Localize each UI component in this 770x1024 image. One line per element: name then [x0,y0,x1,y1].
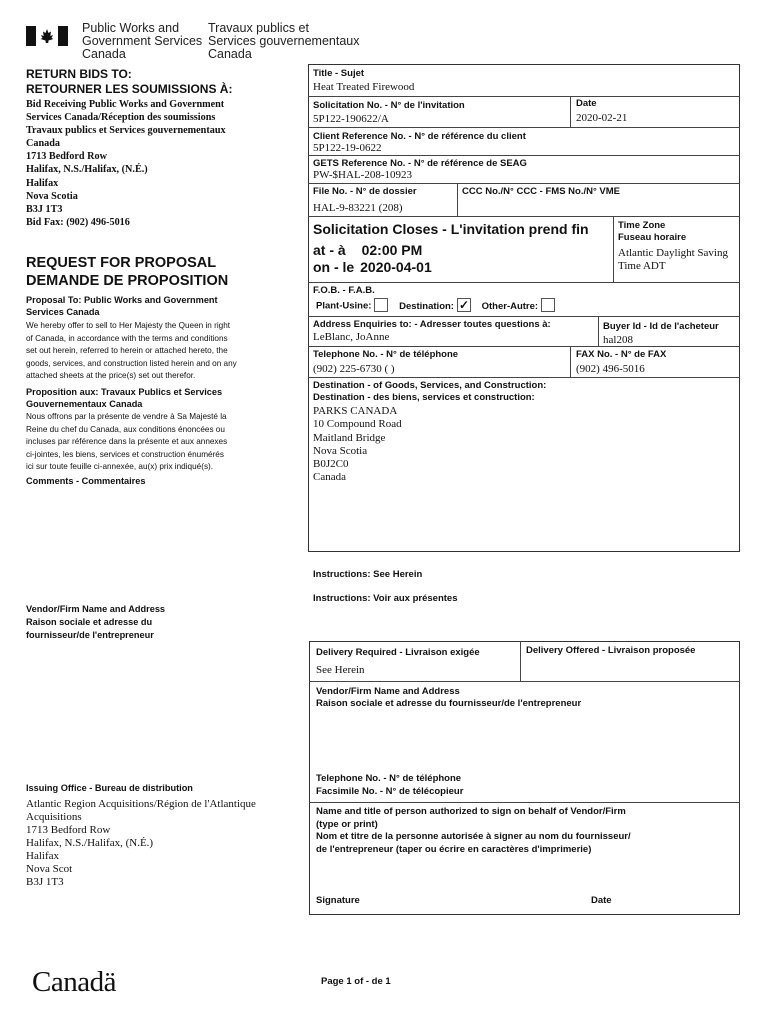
timezone-label: Time Zone Fuseau horaire [618,220,687,243]
department-name-french: Travaux publics et Services gouvernementaux Canada [208,21,360,61]
request-for-proposal-title: REQUEST FOR PROPOSAL DEMANDE DE PROPOSITION [26,255,229,289]
fax-value: (902) 496-5016 [576,363,645,375]
offer-text-en: We hereby offer to sell to Her Majesty the Queen in right of Canada, in accordance with the terms and conditions set out herein, referred to herein or attached hereto, the goods, services, and construction listed herein and on any attached sheets at the price(s) set out therefor. [26,321,237,381]
telephone-label: Telephone No. - N° de téléphone [313,349,459,360]
fob-options: Plant-Usine: Destination: ✓ Other-Autre: [316,299,555,313]
instructions-en: Instructions: See Herein [313,569,423,580]
destination-goods-value: PARKS CANADA 10 Compound Road Maitland Bridge Nova Scotia B0J2C0 Canada [313,405,402,484]
address-enquiries-label: Address Enquiries to: - Adresser toutes questions à: [313,319,551,330]
fob-label: F.O.B. - F.A.B. [313,285,375,296]
delivery-offered-label: Delivery Offered - Livraison proposée [526,645,696,656]
offer-text-fr: Nous offrons par la présente de vendre à Sa Majesté la Reine du chef du Canada, aux conditions énoncées ou incluses par référence dans la présente et aux annexes ci-jointes, les biens, services et construction énumérés ici sur toute feuille ci-annexée, au(x) prix indiqué(s). [26,412,228,472]
fax-label: FAX No. - N° de FAX [576,349,667,360]
at-label: at - à [313,242,346,258]
closing-time-value: 02:00 PM [361,242,423,258]
vendor-phone-fax-label: Telephone No. - N° de téléphone Facsimile No. - N° de télécopieur [316,773,464,797]
closing-date-value: 2020-04-01 [360,259,432,275]
solicitation-closes-label: Solicitation Closes - L'invitation prend fin [313,221,589,237]
issuing-office-label: Issuing Office - Bureau de distribution [26,783,193,793]
client-reference-label: Client Reference No. - N° de référence du client [313,131,526,142]
signature-label: Signature [316,895,360,906]
canada-flag-logo [26,26,68,46]
return-bids-address: Bid Receiving Public Works and Government Services Canada/Réception des soumissions Travaux publics et Services gouvernementaux Canada 1713 Bedford Row Halifax, N.S./Halifax, (N.É.) Halifax Nova Scotia B3J 1T3 Bid Fax: (902) 496-5016 [26,99,226,228]
issuing-office-address: Atlantic Region Acquisitions/Région de l'Atlantique Acquisitions 1713 Bedford Row Halifax, N.S./Halifax, (N.É.) Halifax Nova Scot B3J 1T3 [26,798,256,888]
plant-checkbox[interactable] [374,298,388,312]
comments-label: Comments - Commentaires [26,476,146,486]
closing-time [313,242,422,258]
delivery-required-value: See Herein [316,664,365,676]
gets-reference-value: PW-$HAL-208-10923 [313,169,412,181]
canada-wordmark: Canadä [32,966,116,998]
delivery-required-label: Delivery Required - Livraison exigée [316,647,480,658]
client-reference-value: 5P122-19-0622 [313,142,382,154]
destination-goods-label: Destination - of Goods, Services, and Construction: Destination - des biens, services et construction: [313,380,547,403]
vendor-firm-label-left: Vendor/Firm Name and Address Raison sociale et adresse du fournisseur/de l'entrepreneur [26,604,166,640]
timezone-value: Atlantic Daylight Saving Time ADT [618,247,728,272]
title-value: Heat Treated Firewood [313,81,415,93]
instructions-fr: Instructions: Voir aux présentes [313,593,458,604]
proposal-to-fr: Proposition aux: Travaux Publics et Services Gouvernementaux Canada [26,387,223,409]
other-checkbox[interactable] [541,298,555,312]
signature-date-label: Date [591,895,612,906]
telephone-value: (902) 225-6730 ( ) [313,363,395,375]
date-label: Date [576,98,597,109]
return-bids-title: RETURN BIDS TO: RETOURNER LES SOUMISSIONS À: [26,67,233,96]
page-number: Page 1 of - de 1 [321,976,391,987]
authorized-signer-label: Name and title of person authorized to sign on behalf of Vendor/Firm (type or print) Nom et titre de la personne autorisée à signer au nom du fournisseur/ de l'entrepreneur (taper ou écrire en caractères d'imprimerie) [316,806,631,855]
file-number-value: HAL-9-83221 (208) [313,202,403,214]
department-name-english: Public Works and Government Services Canada [82,21,203,61]
file-number-label: File No. - N° de dossier [313,186,417,197]
date-value: 2020-02-21 [576,112,628,124]
solicitation-number-label: Solicitation No. - N° de l'invitation [313,100,465,111]
closing-date [313,259,432,275]
ccc-number-label: CCC No./N° CCC - FMS No./N° VME [462,186,621,197]
title-label: Title - Sujet [313,68,365,79]
gets-reference-label: GETS Reference No. - N° de référence de SEAG [313,158,527,169]
buyer-id-value: hal208 [603,334,633,346]
address-enquiries-value: LeBlanc, JoAnne [313,331,390,343]
destination-checkbox[interactable]: ✓ [458,298,469,312]
solicitation-number-value: 5P122-190622/A [313,113,389,125]
on-label: on - le [313,259,355,275]
proposal-to-en: Proposal To: Public Works and Government Services Canada [26,295,218,317]
buyer-id-label: Buyer Id - Id de l'acheteur [603,321,719,332]
vendor-firm-label: Vendor/Firm Name and Address Raison sociale et adresse du fournisseur/de l'entrepreneur [316,686,582,709]
